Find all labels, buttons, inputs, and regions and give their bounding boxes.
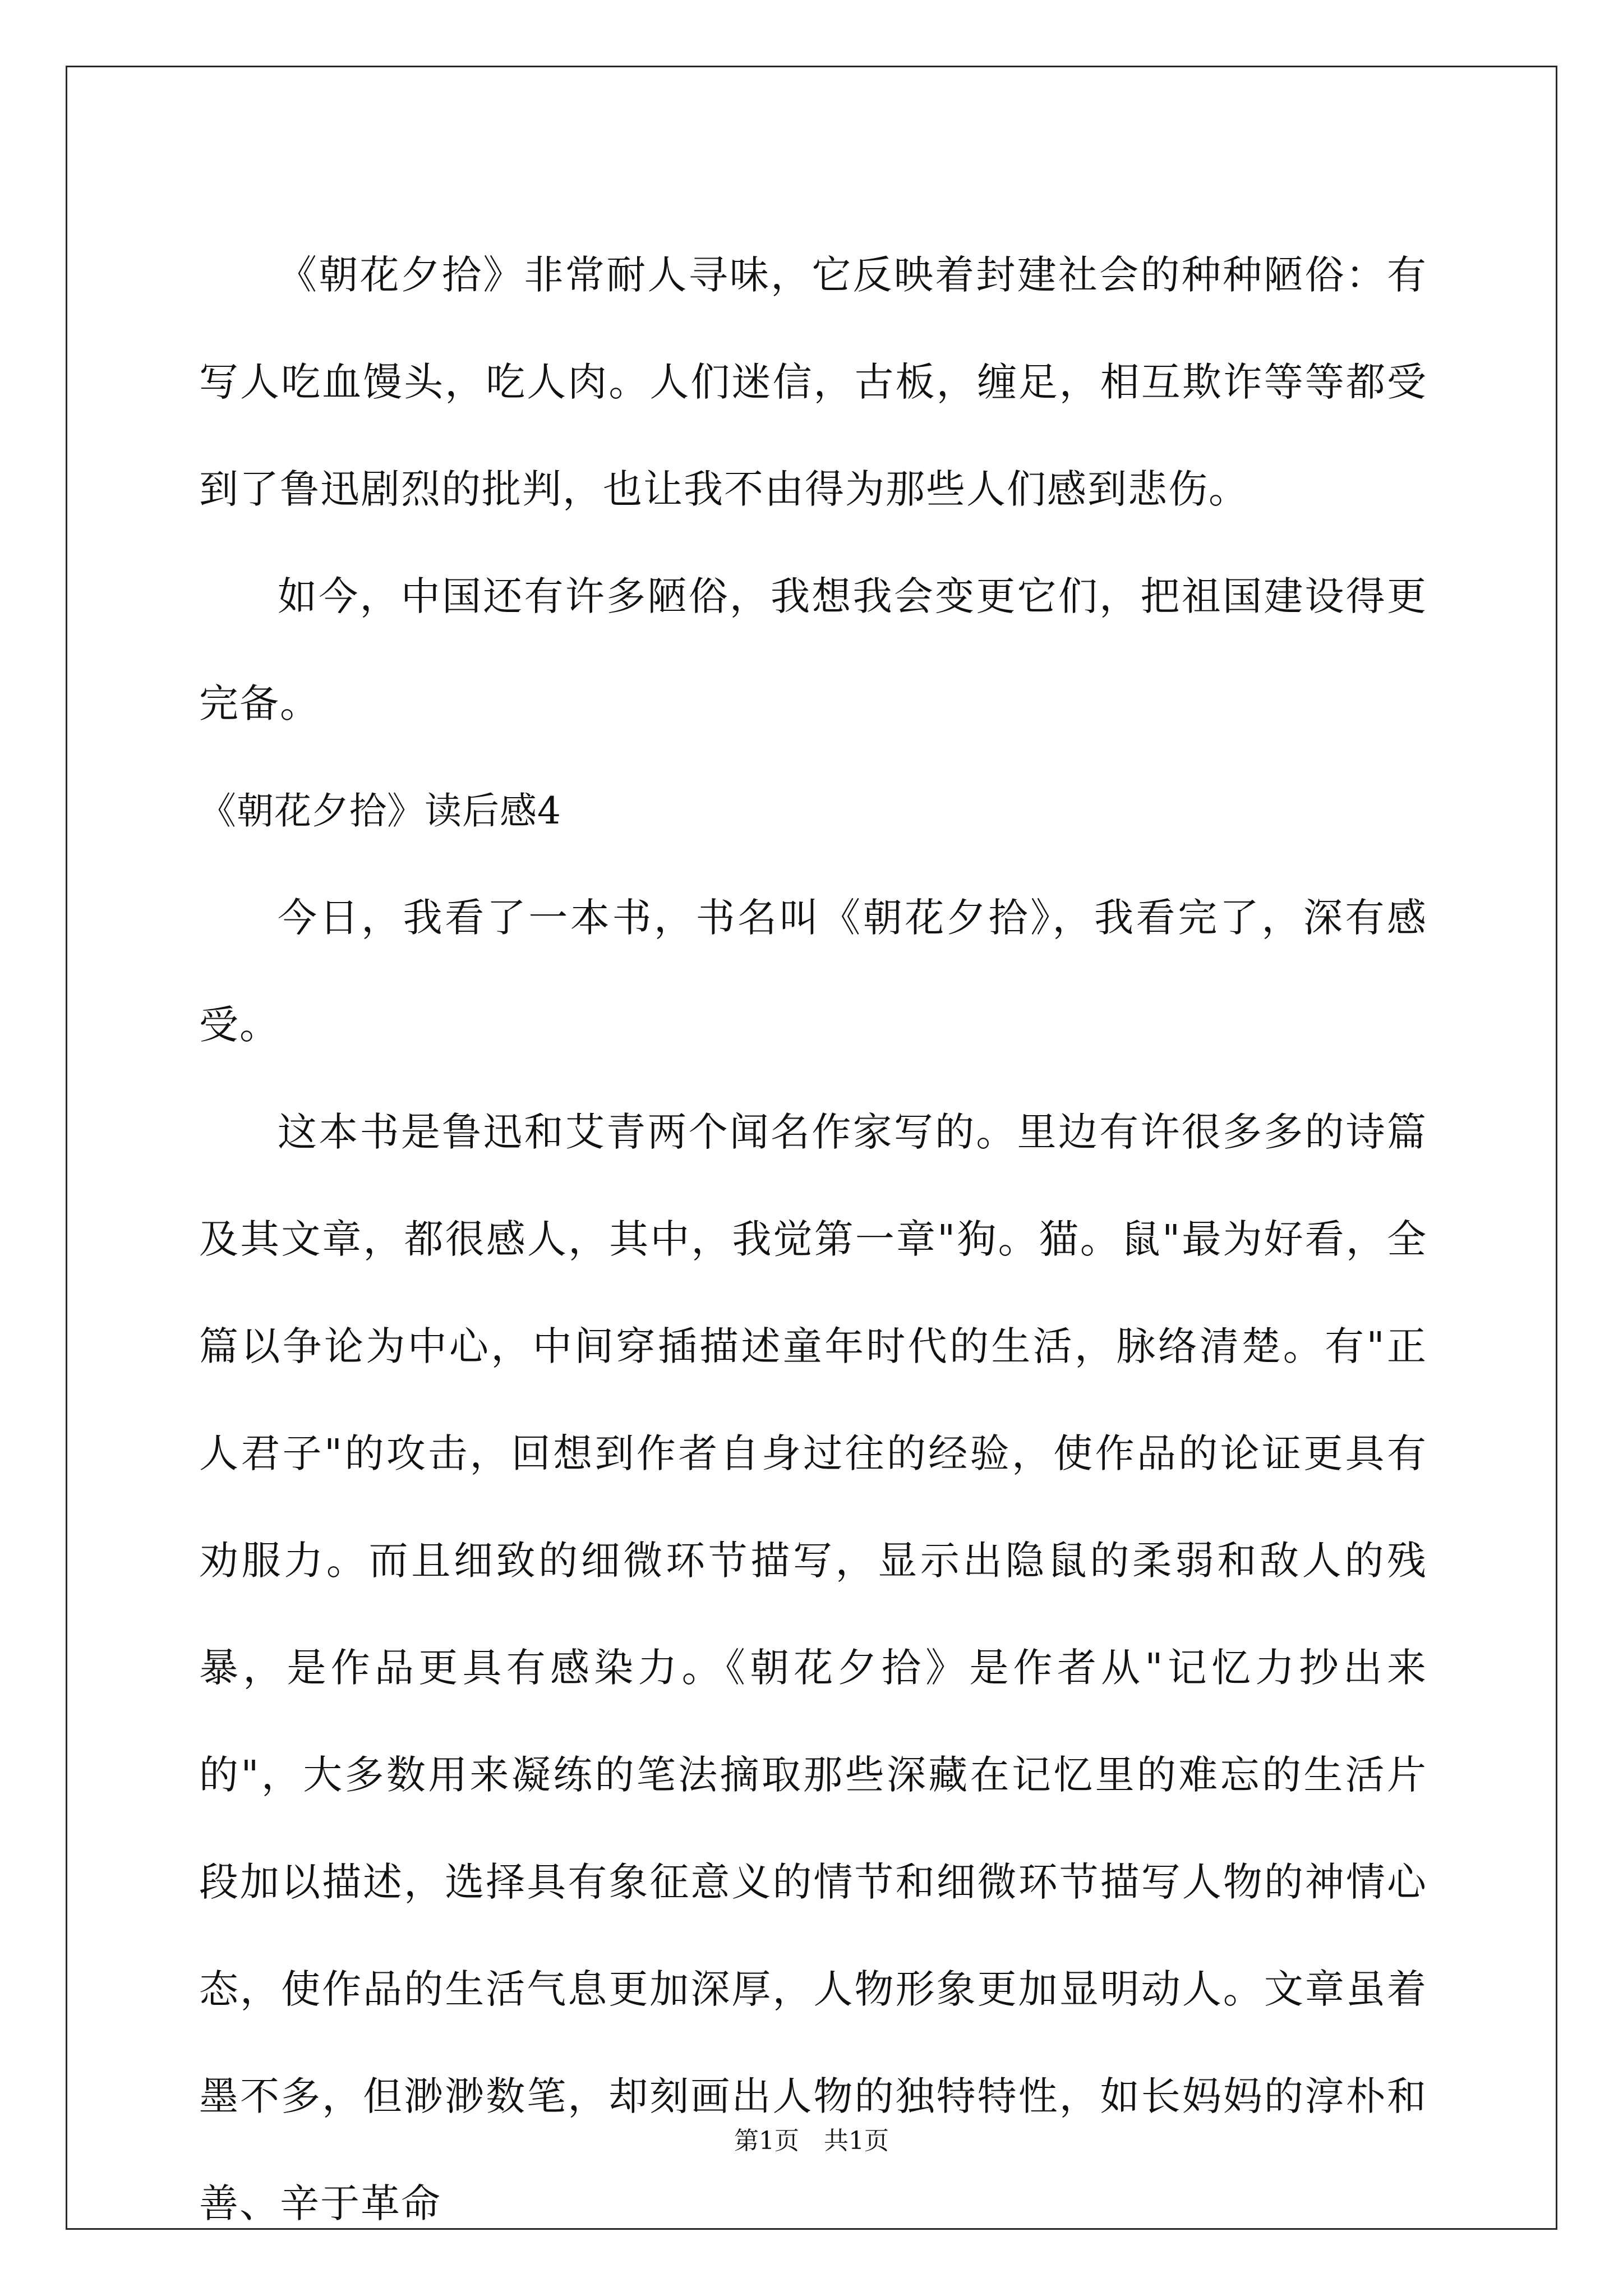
paragraph-1: 《朝花夕拾》非常耐人寻味，它反映着封建社会的种种陋俗：有写人吃血馒头，吃人肉。人们迷信，古板，缠足，相互欺诈等等都受到了鲁迅剧烈的批判，也让我不由得为那些人们感到悲伤。 [199,252,1427,512]
paragraph-2: 如今，中国还有许多陋俗，我想我会变更它们，把祖国建设得更完备。 [199,573,1427,726]
document-body [199,222,1427,2257]
paragraph-4: 这本书是鲁迅和艾青两个闻名作家写的。里边有许很多多的诗篇及其文章，都很感人，其中，我觉第一章"狗。猫。鼠"最为好看，全篇以争论为中心，中间穿插描述童年时代的生活，脉络清楚。有"正人君子"的攻击，回想到作者自身过往的经验，使作品的论证更具有劝服力。而且细致的细微环节描写，显示出隐鼠的柔弱和敌人的残暴，是作品更具有感染力。《朝花夕拾》是作者从"记忆力抄出来的"，大多数用来凝练的笔法摘取那些深藏在记忆里的难忘的生活片段加以描述，选择具有象征意义的情节和细微环节描写人物的神情心态，使作品的生活气息更加深厚，人物形象更加显明动人。文章虽着墨不多，但渺渺数笔，却刻画出人物的独特特性，如长妈妈的淳朴和善、辛于革命 [199,1109,1427,2226]
section-heading: 《朝花夕拾》读后感4 [199,789,561,832]
page-footer: 第1页 共1页 [734,2127,889,2155]
paragraph-3: 今日，我看了一本书，书名叫《朝花夕拾》，我看完了，深有感受。 [199,895,1427,1048]
